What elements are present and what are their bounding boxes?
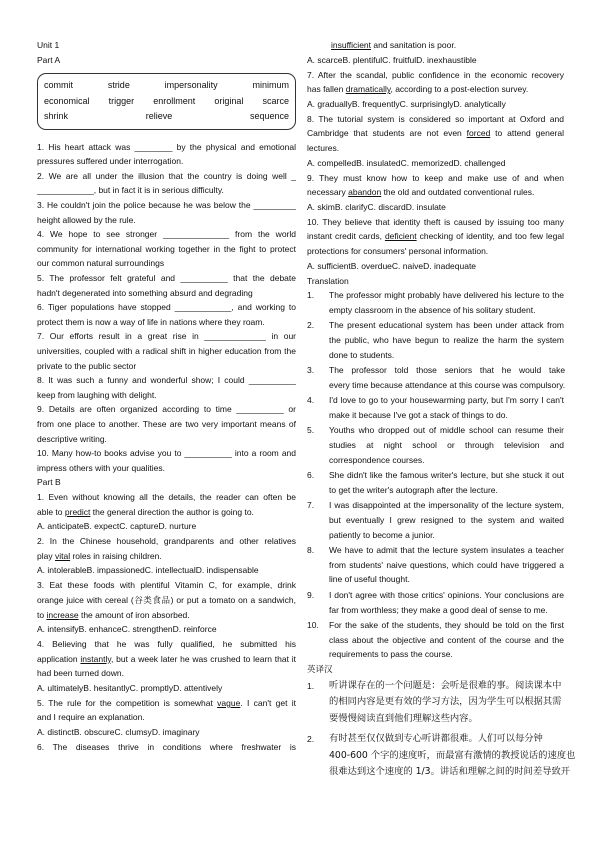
part-a-question <box>37 373 296 402</box>
text-line: 的相同内容是更有效的学习方法，因为学生可以根据其需 <box>329 696 562 708</box>
underlined-keyword: insufficient <box>331 40 372 50</box>
text-line: The professor told those seniors that he would take <box>329 365 566 376</box>
text-line: from students' naive questions, which could have triggered a <box>329 559 564 570</box>
part-b-question <box>307 68 564 112</box>
text-line: We have to admit that the lecture system insulates a teacher <box>329 545 564 556</box>
option-a[interactable]: A. intolerable <box>37 565 87 576</box>
option-c[interactable]: C. promptly <box>129 682 174 693</box>
item-number: 2. <box>307 734 315 745</box>
text-line: correspondence courses. <box>329 454 425 465</box>
option-a[interactable]: A. anticipate <box>37 521 84 532</box>
item-number: 6. <box>307 470 315 481</box>
part-a-question <box>37 198 296 227</box>
translation-item <box>307 498 564 542</box>
text-line: 3. Eat these foods with plentiful Vitamin C, for example, drink <box>37 580 296 591</box>
text-line: from one place to another. These are two very important means of <box>37 418 296 429</box>
left-column <box>37 38 296 755</box>
translation-item <box>307 588 564 617</box>
item-number: 10. <box>307 620 319 631</box>
item-text <box>329 468 564 497</box>
text-line: protections for consumers' personal information. <box>307 245 489 256</box>
text-line: necessary abandon the old and outdated conventional rules. <box>307 187 535 198</box>
option-c[interactable]: C. capture <box>119 521 159 532</box>
option-b[interactable]: B. plentiful <box>342 54 383 65</box>
option-b[interactable]: B. obscure <box>73 727 115 738</box>
text-line: done to students. <box>329 349 395 360</box>
option-b[interactable]: B. frequently <box>351 98 400 109</box>
answer-options <box>307 200 564 215</box>
text-line: 9. Details are often organized according to time __________ or <box>37 404 296 415</box>
word-bank-row <box>44 109 289 125</box>
word-bank-word: original <box>214 95 244 106</box>
text-line: play vital roles in raising children. <box>37 550 162 561</box>
text-line: 2. We are all under the illusion that the country is doing well _ <box>37 170 296 181</box>
option-a[interactable]: A. scarce <box>307 54 343 65</box>
underlined-keyword: predict <box>64 506 91 517</box>
text-line: private to the public sector <box>37 360 137 371</box>
text-line: 7. After the scandal, public confidence in the economic recovery <box>307 69 564 80</box>
translation-item <box>307 363 564 392</box>
word-bank-word: stride <box>107 80 130 91</box>
answer-options <box>37 725 296 740</box>
text-line: empty classroom in the absence of his solitary student. <box>329 304 536 315</box>
text-line: requirements to pass the course. <box>329 649 453 660</box>
part-b-question <box>307 171 564 215</box>
chinese-section-heading: 英译汉 <box>307 664 333 675</box>
text-line: 5. The professor felt grateful and __________ that the debate <box>37 273 296 284</box>
text-line: 5. The rule for the competition is somewhat vague. I can't get it <box>37 697 296 708</box>
text-line: 6. Tiger populations have stopped ____________, and working to <box>37 302 296 313</box>
text-line: ____________, but in fact it is in serious difficulty. <box>37 185 224 196</box>
option-b[interactable]: B. hesitantly <box>83 682 130 693</box>
text-line: 4. Believing that he was fully qualified, he submitted his <box>37 639 296 650</box>
text-line: able to predict the general direction the author is going to. <box>37 506 254 517</box>
option-a[interactable]: A. sufficient <box>307 260 351 271</box>
option-a[interactable]: A. distinct <box>37 727 74 738</box>
answer-options <box>37 681 296 696</box>
text-line: Cambridge that students are not even forced to attend general <box>307 128 564 139</box>
text-line: I don't agree with those critics' opinions. Your conclusions are <box>329 590 564 600</box>
underlined-keyword: dramatically <box>345 84 391 95</box>
item-number: 1. <box>307 290 315 301</box>
option-d[interactable]: D. inexhaustible <box>416 54 477 65</box>
word-bank-word: scarce <box>262 95 289 106</box>
option-d[interactable]: D. challenged <box>453 157 506 168</box>
translation-item <box>307 288 564 317</box>
option-c[interactable]: C. intellectual <box>144 565 196 576</box>
word-bank-word: enrollment <box>153 95 196 106</box>
text-line: community for international working together in the fight to protect <box>37 243 296 254</box>
item-text <box>329 318 564 362</box>
text-line: 很难达到这个速度的 1/3。讲话和理解之间的时间差导致开 <box>329 766 571 778</box>
text-line: impress others with your qualities. <box>37 462 166 473</box>
item-text <box>329 423 564 467</box>
part-b-question <box>37 534 296 578</box>
text-line: had been turned down. <box>37 668 124 679</box>
text-line: but eventually I grew resigned to the system and waited <box>329 515 564 526</box>
text-line: protect them is now a way of life in nations where they roam. <box>37 316 265 327</box>
text-line: keep from laughing with delight. <box>37 389 157 400</box>
text-line: application instantly, but a week later he was crushed to learn that it <box>37 653 296 664</box>
part-a-question <box>37 271 296 300</box>
text-line: has fallen dramatically, according to a post-election survey. <box>307 84 529 95</box>
text-line: 6. The diseases thrive in conditions where freshwater is <box>37 742 296 753</box>
part-a-question <box>37 402 296 446</box>
part-b-question <box>307 215 564 274</box>
part-a-question <box>37 169 296 198</box>
translation-item <box>307 318 564 362</box>
translation-item <box>307 618 564 662</box>
text-line: 10. They believe that identity theft is caused by issuing too many <box>307 216 564 227</box>
text-line: I was disappointed at the impersonality of the lecture system, <box>329 500 564 511</box>
option-a[interactable]: A. skim <box>307 201 335 212</box>
text-line: 1. Even without knowing all the details, the reader can often be <box>37 491 296 502</box>
translation-heading: Translation <box>307 275 349 286</box>
word-bank-word: sequence <box>249 111 289 122</box>
answer-options <box>307 53 564 68</box>
part-b-heading: Part B <box>37 477 61 488</box>
text-line: make it because I've got a stack of things to do. <box>329 409 508 420</box>
answer-options <box>37 563 296 578</box>
text-line: 有时甚至仅仅做到专心听讲都很难。人们可以每分钟 <box>329 733 543 745</box>
text-line: 3. He couldn't join the police because he was below the _________ <box>37 200 296 211</box>
option-c[interactable]: C. fruitful <box>382 54 417 65</box>
underlined-keyword: vague <box>217 697 241 708</box>
item-text <box>329 498 564 542</box>
item-number: 8. <box>307 545 315 556</box>
option-d[interactable]: D. imaginary <box>151 727 200 738</box>
text-line: 8. The tutorial system is considered so important at Oxford and <box>307 113 564 124</box>
part-b-question <box>37 637 296 696</box>
part-b-question <box>307 38 564 68</box>
underlined-keyword: forced <box>466 128 491 139</box>
underlined-keyword: increase <box>46 609 79 620</box>
item-text <box>329 363 565 392</box>
item-text <box>329 618 564 662</box>
underlined-keyword: instantly <box>80 653 111 664</box>
translation-item <box>307 468 564 497</box>
answer-options <box>37 519 296 534</box>
chinese-item <box>307 678 564 728</box>
part-a-question <box>37 227 296 271</box>
part-a-question <box>37 329 296 373</box>
text-line: every time because attendance at this course was compulsory. <box>329 379 566 390</box>
text-line: Youths who dropped out of middle school can resume their <box>329 425 564 436</box>
option-c[interactable]: C. memorized <box>400 157 454 168</box>
part-b-question <box>37 696 296 740</box>
option-b[interactable]: B. impassioned <box>86 565 145 576</box>
text-line: 10. Many how-to books advise you to __________ into a room and <box>37 448 296 459</box>
option-d[interactable]: D. reinforce <box>172 624 217 635</box>
underlined-keyword: deficient <box>384 231 417 242</box>
unit-title: Unit 1 <box>37 40 60 50</box>
text-line: 9. They must know how to keep and make use of and when <box>307 172 564 183</box>
option-d[interactable]: D. inadequate <box>423 260 477 271</box>
option-b[interactable]: B. overdue <box>350 260 392 271</box>
option-a[interactable]: A. gradually <box>307 98 352 109</box>
option-a[interactable]: A. intensify <box>37 624 79 635</box>
text-line: universities, coupled with a radical shift in higher education from the <box>37 346 296 356</box>
option-a[interactable]: A. ultimately <box>37 682 84 693</box>
text-line: She didn't like the famous writer's lecture, but she stuck it out <box>329 470 564 481</box>
word-bank-word: minimum <box>252 80 289 91</box>
word-bank-word: shrink <box>44 111 69 122</box>
item-number: 4. <box>307 395 315 406</box>
option-d[interactable]: D. analytically <box>453 98 506 109</box>
item-number: 9. <box>307 590 315 600</box>
translation-item <box>307 543 564 587</box>
text-line: The professor might probably have delivered his lecture to the <box>329 290 564 301</box>
option-a[interactable]: A. compelled <box>307 157 357 168</box>
translation-item <box>307 393 564 422</box>
option-c[interactable]: C. discard <box>367 201 406 212</box>
answer-options <box>307 97 564 112</box>
word-bank-row <box>44 78 289 94</box>
text-line: 7. Our efforts result in a great rise in _____________ in our <box>37 331 296 342</box>
text-line: height allowed by the rule. <box>37 214 136 225</box>
text-line: instant credit cards, deficient checking of identity, and too few legal <box>307 231 564 242</box>
text-line: 8. It was such a funny and wonderful show; I could __________ <box>37 375 296 386</box>
text-line: For the sake of the students, they should be told on the first <box>329 620 564 631</box>
text-line: orange juice with cereal (谷类食品) or put a tomato on a sandwich, <box>37 594 296 605</box>
text-line: to increase the amount of iron absorbed. <box>37 609 190 620</box>
word-bank-word: relieve <box>145 111 173 122</box>
text-line: pressures suffered under interrogation. <box>37 156 184 167</box>
part-a-question <box>37 300 296 329</box>
text-line: insufficient and sanitation is poor. <box>331 40 457 50</box>
text-line: line of useful thought. <box>329 574 410 585</box>
option-c[interactable]: C. clumsy <box>114 727 152 738</box>
word-bank-word: trigger <box>108 95 135 106</box>
option-c[interactable]: C. strengthen <box>121 624 173 635</box>
part-a-heading: Part A <box>37 54 61 65</box>
chinese-item <box>307 731 576 781</box>
part-b-question <box>307 112 564 171</box>
text-line: 1. His heart attack was ________ by the physical and emotional <box>37 141 296 152</box>
item-text <box>329 678 564 728</box>
answer-options <box>307 259 564 274</box>
text-line: 4. We hope to see stronger ______________ from the world <box>37 229 296 240</box>
option-b[interactable]: B. enhance <box>78 624 122 635</box>
option-c[interactable]: C. naive <box>391 260 424 271</box>
text-line: the public, who have begun to realize the harm the system <box>329 334 564 345</box>
part-a-question <box>37 446 296 475</box>
underlined-keyword: abandon <box>348 187 382 198</box>
answer-options <box>37 622 296 637</box>
option-d[interactable]: D. indispensable <box>195 565 259 576</box>
text-line: hadn't degenerated into something absurd and degrading <box>37 287 253 298</box>
item-number: 3. <box>307 365 315 376</box>
option-b[interactable]: B. insulated <box>356 157 401 168</box>
item-number: 1. <box>307 680 315 691</box>
part-a-question <box>37 140 296 169</box>
item-text <box>329 588 564 617</box>
item-number: 2. <box>307 320 315 331</box>
text-line: our common natural surroundings <box>37 258 165 269</box>
text-line: descriptive writing. <box>37 433 107 444</box>
word-bank-word: impersonality <box>164 80 218 91</box>
text-line: studies at night school or through television and <box>329 440 564 451</box>
part-b-question <box>37 490 296 534</box>
option-b[interactable]: B. clarify <box>334 201 368 212</box>
word-bank-box <box>37 73 296 130</box>
item-number: 5. <box>307 425 315 436</box>
right-column <box>307 38 576 785</box>
text-line: 要慢慢阅读直到他们理解这些内容。 <box>329 712 478 724</box>
translation-item <box>307 423 564 467</box>
text-line: and I require an explanation. <box>37 712 145 723</box>
text-line: The present educational system has been under attack from <box>329 320 564 331</box>
option-c[interactable]: C. surprisingly <box>399 98 454 109</box>
word-bank-word: economical <box>44 95 90 106</box>
word-bank-word: commit <box>44 80 73 91</box>
item-number: 7. <box>307 500 315 511</box>
item-text <box>329 393 564 422</box>
text-line: 2. In the Chinese household, grandparents and other relatives <box>37 536 296 547</box>
text-line: patiently to become a junior. <box>329 529 435 540</box>
part-b-question <box>37 740 296 755</box>
text-line: 听讲课存在的一个问题是：会听是很难的事。阅读课本中 <box>329 679 562 691</box>
option-b[interactable]: B. expect <box>83 521 120 532</box>
text-line: class about the objective and content of the course and the <box>329 634 564 645</box>
option-d[interactable]: D. nurture <box>158 521 197 532</box>
item-text <box>329 288 564 317</box>
text-line: I'd love to go to your housewarming party, but I'm sorry I can't <box>329 395 564 406</box>
text-line: 400-600 个字的速度听，而最富有激情的教授说话的速度也 <box>329 749 576 761</box>
item-text <box>329 731 575 781</box>
text-line: lectures. <box>307 142 340 153</box>
option-d[interactable]: D. insulate <box>405 201 446 212</box>
part-b-question <box>37 578 296 637</box>
option-d[interactable]: D. attentively <box>173 682 223 693</box>
item-text <box>329 543 564 587</box>
underlined-keyword: vital <box>54 550 71 561</box>
answer-options <box>307 156 564 171</box>
text-line: to get the writer's autograph after the lecture. <box>329 484 498 495</box>
word-bank-row <box>44 94 289 110</box>
text-line: far from worthless; they make a good deal of sense to me. <box>329 604 548 615</box>
